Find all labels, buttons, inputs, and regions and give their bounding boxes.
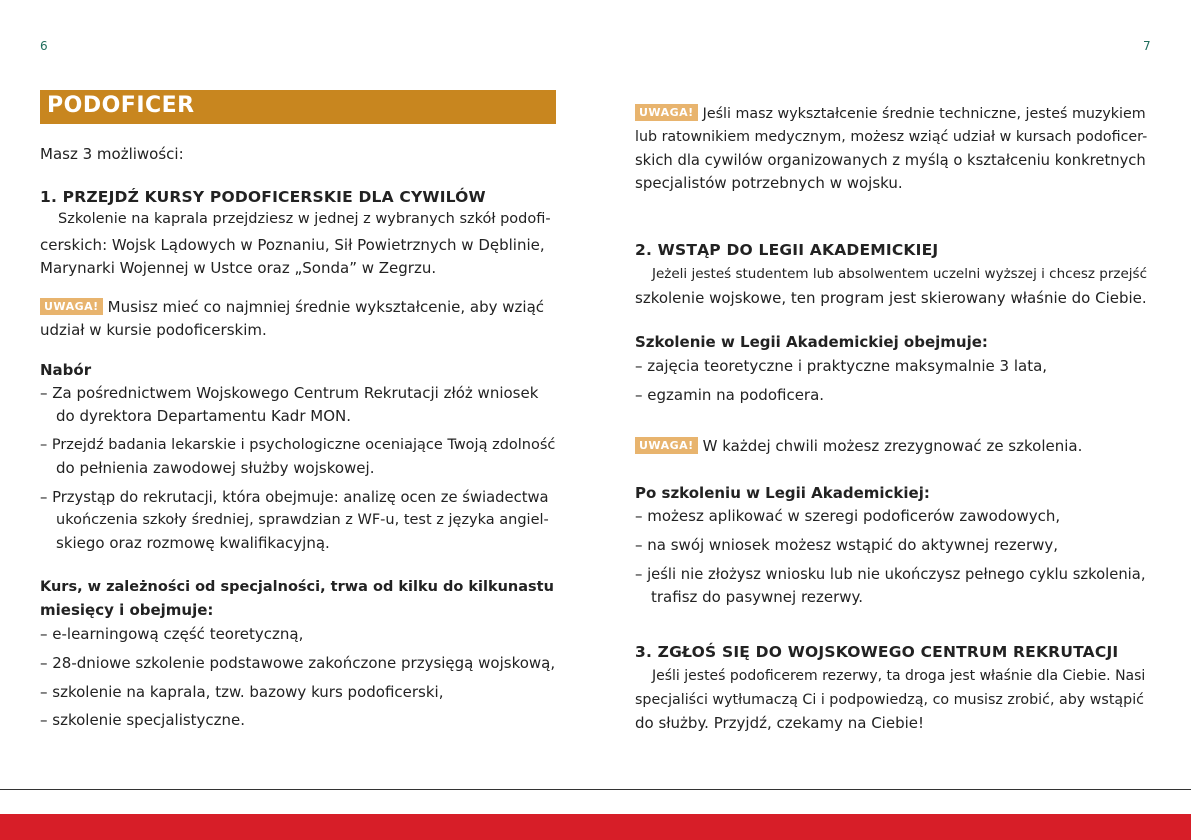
list-item: skiego oraz rozmowę kwalifikacyjną. bbox=[56, 534, 330, 552]
list-item: – na swój wniosek możesz wstąpić do aktywnej rezerwy, bbox=[635, 536, 1059, 554]
section-1-heading: 1. PRZEJDŹ KURSY PODOFICERSKIE DLA CYWILÓW bbox=[40, 188, 486, 206]
list-item: – 28-dniowe szkolenie podstawowe zakończone przysięgą wojskową, bbox=[40, 654, 556, 672]
section-2-heading: 2. WSTĄP DO LEGII AKADEMICKIEJ bbox=[635, 241, 939, 259]
list-item: trafisz do pasywnej rezerwy. bbox=[651, 588, 864, 606]
note-line bbox=[635, 435, 1082, 458]
list-item: – jeśli nie złożysz wniosku lub nie ukończysz pełnego cyklu szkolenia, bbox=[635, 566, 1146, 583]
note-text: udział w kursie podoficerskim. bbox=[40, 321, 267, 339]
note-text: specjalistów potrzebnych w wojsku. bbox=[635, 174, 903, 192]
page-title: PODOFICER bbox=[47, 93, 195, 118]
section-3-paragraph: specjaliści wytłumaczą Ci i podpowiedzą, co musisz zrobić, aby wstąpić bbox=[635, 692, 1145, 708]
list-item: – szkolenie specjalistyczne. bbox=[40, 711, 246, 729]
list-item: do dyrektora Departamentu Kadr MON. bbox=[56, 407, 351, 425]
section-title-bar bbox=[40, 90, 556, 124]
note-text: lub ratownikiem medycznym, możesz wziąć udział w kursach podoficer- bbox=[635, 129, 1148, 145]
section-3-heading: 3. ZGŁOŚ SIĘ DO WOJSKOWEGO CENTRUM REKRUTACJI bbox=[635, 643, 1119, 661]
list-item: – zajęcia teoretyczne i praktyczne maksymalnie 3 lata, bbox=[635, 357, 1048, 375]
section-1-paragraph: Marynarki Wojennej w Ustce oraz „Sonda” w Zegrzu. bbox=[40, 259, 437, 277]
note-text: skich dla cywilów organizowanych z myślą o kształceniu konkretnych bbox=[635, 152, 1146, 169]
note-line bbox=[635, 103, 1146, 126]
warning-badge: UWAGA! bbox=[40, 298, 103, 315]
obejmuje-heading: Szkolenie w Legii Akademickiej obejmuje: bbox=[635, 333, 988, 351]
nabor-heading: Nabór bbox=[40, 361, 92, 379]
section-3-paragraph: Jeśli jesteś podoficerem rezerwy, ta droga jest właśnie dla Ciebie. Nasi bbox=[652, 668, 1146, 684]
list-item: – szkolenie na kaprala, tzw. bazowy kurs podoficerski, bbox=[40, 683, 444, 701]
note-text: Jeśli masz wykształcenie średnie techniczne, jesteś muzykiem bbox=[702, 106, 1146, 122]
section-3-paragraph: do służby. Przyjdź, czekamy na Ciebie! bbox=[635, 714, 925, 732]
po-szkoleniu-heading: Po szkoleniu w Legii Akademickiej: bbox=[635, 484, 930, 502]
warning-badge: UWAGA! bbox=[635, 437, 698, 454]
list-item: – e-learningową część teoretyczną, bbox=[40, 625, 304, 643]
kurs-heading: Kurs, w zależności od specjalności, trwa od kilku do kilkunastu bbox=[40, 579, 554, 595]
list-item: do pełnienia zawodowej służby wojskowej. bbox=[56, 459, 375, 477]
list-item: ukończenia szkoły średniej, sprawdzian z WF-u, test z języka angiel- bbox=[56, 512, 549, 528]
footer-red-bar bbox=[0, 814, 1191, 840]
note-text: W każdej chwili możesz zrezygnować ze szkolenia. bbox=[702, 437, 1083, 455]
list-item: – Przejdź badania lekarskie i psychologiczne oceniające Twoją zdolność bbox=[40, 437, 556, 453]
note-line bbox=[40, 296, 544, 319]
section-2-paragraph: Jeżeli jesteś studentem lub absolwentem uczelni wyższej i chcesz przejść bbox=[652, 266, 1148, 282]
section-2-paragraph: szkolenie wojskowe, ten program jest skierowany właśnie do Ciebie. bbox=[635, 289, 1147, 307]
footer-divider bbox=[0, 789, 1191, 790]
page-number-left: 6 bbox=[40, 39, 48, 53]
section-1-paragraph: cerskich: Wojsk Lądowych w Poznaniu, Sił Powietrznych w Dęblinie, bbox=[40, 236, 545, 254]
note-text: Musisz mieć co najmniej średnie wykształcenie, aby wziąć bbox=[107, 298, 545, 316]
section-1-paragraph: Szkolenie na kaprala przejdziesz w jednej z wybranych szkół podofi- bbox=[58, 211, 551, 227]
warning-badge: UWAGA! bbox=[635, 104, 698, 121]
list-item: – Przystąp do rekrutacji, która obejmuje: analizę ocen ze świadectwa bbox=[40, 489, 549, 506]
list-item: – Za pośrednictwem Wojskowego Centrum Rekrutacji złóż wniosek bbox=[40, 384, 539, 402]
intro-text: Masz 3 możliwości: bbox=[40, 145, 184, 163]
list-item: – egzamin na podoficera. bbox=[635, 386, 825, 404]
page-number-right: 7 bbox=[1143, 39, 1151, 53]
kurs-heading: miesięcy i obejmuje: bbox=[40, 601, 214, 619]
list-item: – możesz aplikować w szeregi podoficerów zawodowych, bbox=[635, 507, 1061, 525]
